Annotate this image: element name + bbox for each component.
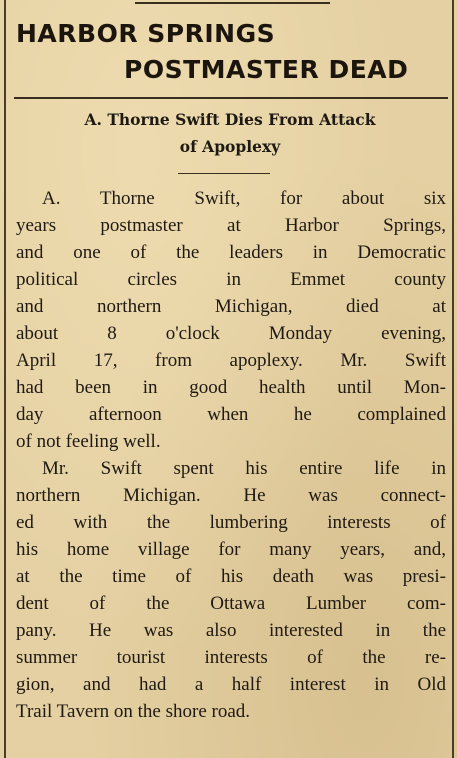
left-column-rule	[4, 0, 6, 758]
body-line: and one of the leaders in Democratic	[16, 242, 446, 263]
body-line: had been in good health until Mon-	[16, 377, 446, 398]
top-divider-rule	[135, 2, 330, 4]
headline-line-1: HARBOR SPRINGS	[16, 19, 276, 48]
body-line: about 8 o'clock Monday evening,	[16, 323, 446, 344]
headline-line-2: POSTMASTER DEAD	[124, 55, 409, 84]
body-line: pany. He was also interested in the	[16, 620, 446, 641]
body-line: Mr. Swift spent his entire life in	[42, 458, 446, 479]
headline-divider-rule	[14, 97, 448, 99]
body-line: day afternoon when he complained	[16, 404, 446, 425]
subheadline-divider-rule	[178, 173, 270, 174]
body-line: his home village for many years, and,	[16, 539, 446, 560]
body-line: April 17, from apoplexy. Mr. Swift	[16, 350, 446, 371]
body-line: dent of the Ottawa Lumber com-	[16, 593, 446, 614]
body-line: summer tourist interests of the re-	[16, 647, 446, 668]
body-line: Trail Tavern on the shore road.	[16, 701, 251, 722]
body-line: gion, and had a half interest in Old	[16, 674, 446, 695]
body-line: years postmaster at Harbor Springs,	[16, 215, 446, 236]
right-column-rule	[452, 0, 454, 758]
subheadline-line-2: of Apoplexy	[179, 137, 281, 156]
body-line: ed with the lumbering interests of	[16, 512, 446, 533]
body-line: of not feeling well.	[16, 431, 161, 452]
body-line: political circles in Emmet county	[16, 269, 446, 290]
body-line: northern Michigan. He was connect-	[16, 485, 446, 506]
body-line: at the time of his death was presi-	[16, 566, 446, 587]
subheadline-line-1: A. Thorne Swift Dies From Attack	[84, 110, 376, 129]
body-line: and northern Michigan, died at	[16, 296, 446, 317]
body-line: A. Thorne Swift, for about six	[42, 188, 446, 209]
